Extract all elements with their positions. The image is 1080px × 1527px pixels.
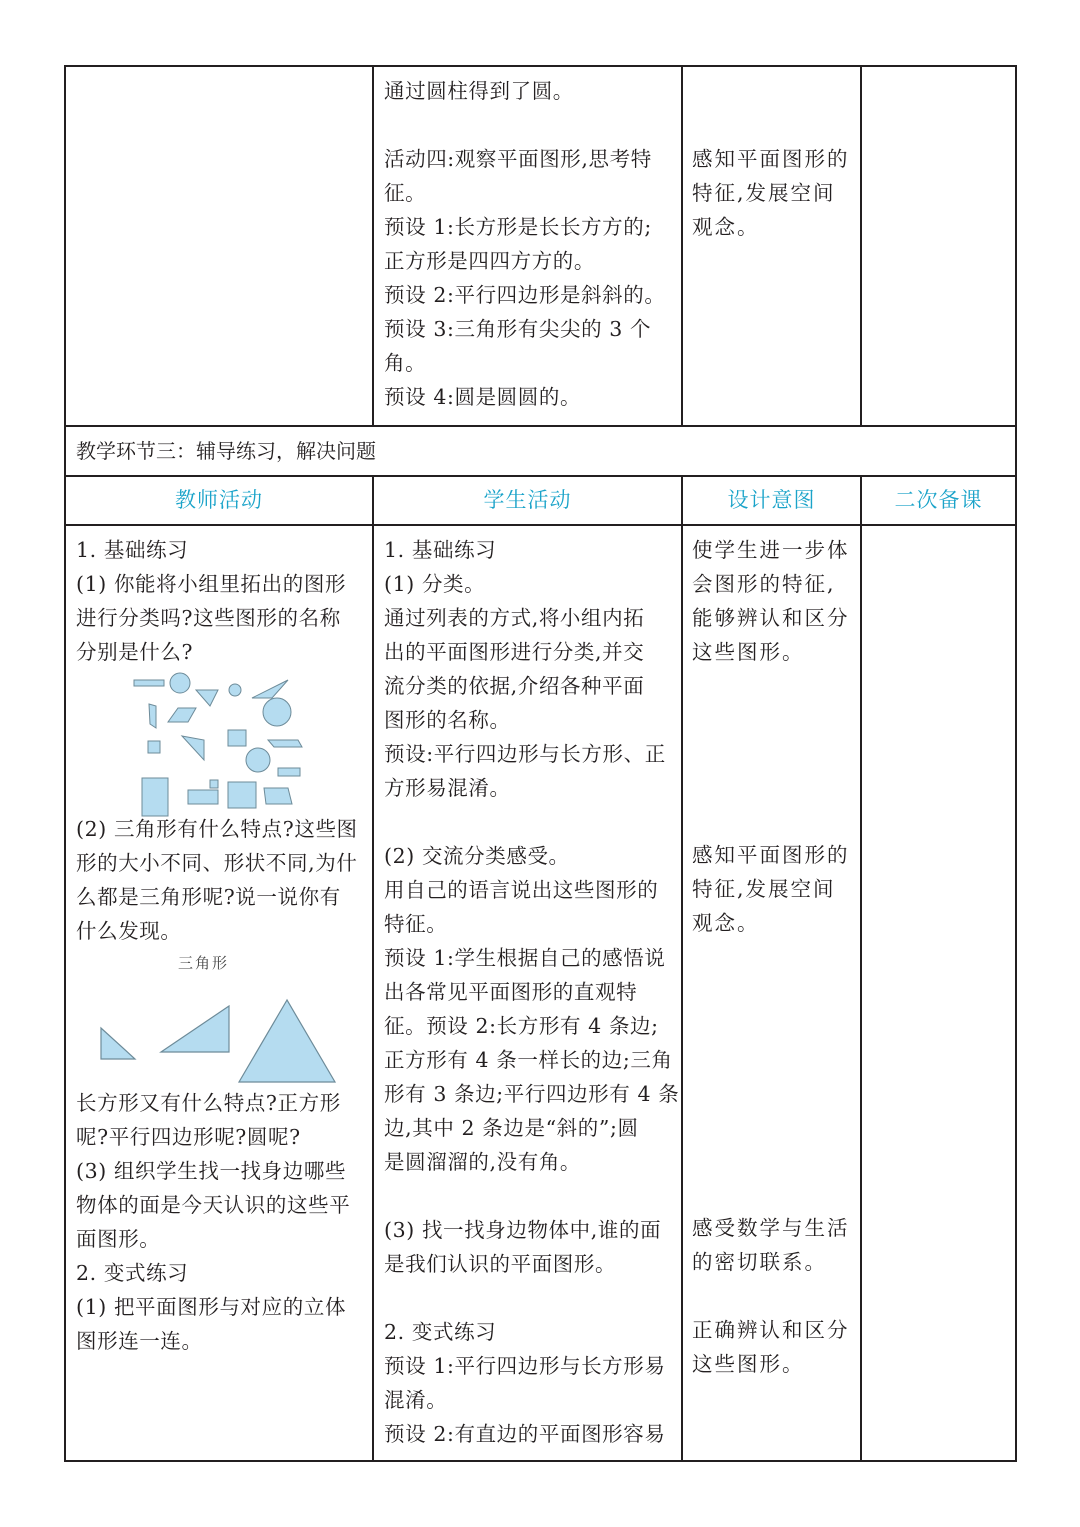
- text-line: 使学生进一步体: [692, 538, 850, 562]
- teacher-part-2: [76, 812, 358, 948]
- design-intent-2: [692, 838, 850, 940]
- text-line: 预设 4:圆是圆圆的。: [384, 385, 582, 409]
- text-line: (1) 把平面图形与对应的立体: [76, 1295, 347, 1319]
- text-line: 正确辨认和区分: [692, 1318, 850, 1342]
- teacher-part-1: [76, 533, 346, 669]
- table-border-header-bottom: [64, 524, 1017, 526]
- header-student-activity: 学生活动: [483, 488, 572, 512]
- text-line: 流分类的依据,介绍各种平面: [384, 674, 645, 698]
- text-line: (3) 找一找身边物体中,谁的面: [384, 1218, 662, 1242]
- teacher-part-3: [76, 1086, 350, 1358]
- text-line: 能够辨认和区分: [692, 606, 850, 630]
- text-line: 这些图形。: [692, 1352, 805, 1376]
- text-line: 征。: [384, 181, 427, 205]
- text-line: 图形连一连。: [76, 1329, 203, 1353]
- text-line: 1. 基础练习: [76, 538, 189, 562]
- top-design-cell: [692, 142, 850, 244]
- text-line: 预设 1:学生根据自己的感悟说: [384, 946, 666, 970]
- text-line: 图形的名称。: [384, 708, 511, 732]
- column-divider-2: [681, 65, 683, 426]
- text-line: 活动四:观察平面图形,思考特: [384, 147, 652, 171]
- text-line: 形的大小不同、形状不同,为什: [76, 851, 358, 875]
- section-title: 教学环节三：辅导练习，解决问题: [76, 439, 376, 463]
- text-line: 预设 2:有直边的平面图形容易: [384, 1422, 666, 1446]
- text-line: 物体的面是今天认识的这些平: [76, 1193, 351, 1217]
- table-border-left: [64, 65, 66, 1462]
- text-line: 预设 1:平行四边形与长方形易: [384, 1354, 666, 1378]
- top-student-cell: [384, 74, 665, 414]
- student-activity-cell: [384, 533, 679, 1451]
- text-line: 特征,发展空间: [692, 181, 836, 205]
- text-line: 出的平面图形进行分类,并交: [384, 640, 645, 664]
- text-line: 么都是三角形呢?说一说你有: [76, 885, 341, 909]
- text-line: 形有 3 条边;平行四边形有 4 条: [384, 1082, 680, 1106]
- text-line: 通过列表的方式,将小组内拓: [384, 606, 645, 630]
- text-line: (3) 组织学生找一找身边哪些: [76, 1159, 347, 1183]
- text-line: 边,其中 2 条边是“斜的”;圆: [384, 1116, 639, 1140]
- text-line: 征。预设 2:长方形有 4 条边;: [384, 1014, 659, 1038]
- header-design-intent: 设计意图: [727, 488, 816, 512]
- text-line: 混淆。: [384, 1388, 448, 1412]
- column-divider-1-lower: [372, 475, 374, 1462]
- text-line: (2) 三角形有什么特点?这些图: [76, 817, 358, 841]
- column-divider-2-lower: [681, 475, 683, 1462]
- text-line: 观念。: [692, 215, 760, 239]
- text-line: 预设 3:三角形有尖尖的 3 个: [384, 317, 652, 341]
- text-line: 预设 2:平行四边形是斜斜的。: [384, 283, 666, 307]
- text-line: 2. 变式练习: [384, 1320, 497, 1344]
- text-line: 预设:平行四边形与长方形、正: [384, 742, 666, 766]
- table-border-right: [1015, 65, 1017, 1462]
- text-line: 预设 1:长方形是长长方方的;: [384, 215, 652, 239]
- header-second-prep: 二次备课: [894, 488, 983, 512]
- text-line: 进行分类吗?这些图形的名称: [76, 606, 341, 630]
- text-line: 面图形。: [76, 1227, 161, 1251]
- text-line: 通过圆柱得到了圆。: [384, 79, 574, 103]
- text-line: 长方形又有什么特点?正方形: [76, 1091, 341, 1115]
- text-line: 会图形的特征,: [692, 572, 836, 596]
- text-line: 感知平面图形的: [692, 147, 850, 171]
- column-divider-1: [372, 65, 374, 426]
- text-line: 什么发现。: [76, 919, 182, 943]
- text-line: 2. 变式练习: [76, 1261, 189, 1285]
- text-line: 感知平面图形的: [692, 843, 850, 867]
- text-line: 是圆溜溜的,没有角。: [384, 1150, 582, 1174]
- design-intent-1: [692, 533, 850, 669]
- text-line: 特征,发展空间: [692, 877, 836, 901]
- text-line: 正方形是四四方方的。: [384, 249, 595, 273]
- text-line: 分别是什么?: [76, 640, 194, 664]
- column-divider-3-lower: [860, 475, 862, 1462]
- header-teacher-activity: 教师活动: [175, 488, 263, 512]
- text-line: 感受数学与生活: [692, 1216, 850, 1240]
- scattered-shapes-figure: [130, 668, 320, 818]
- text-line: 用自己的语言说出这些图形的: [384, 878, 659, 902]
- text-line: 方形易混淆。: [384, 776, 511, 800]
- triangle-figure-label: 三角形: [178, 954, 230, 972]
- text-line: (1) 你能将小组里拓出的图形: [76, 572, 347, 596]
- text-line: 观念。: [692, 911, 760, 935]
- text-line: 呢?平行四边形呢?圆呢?: [76, 1125, 301, 1149]
- triangles-figure: [95, 996, 345, 1086]
- column-divider-3: [860, 65, 862, 426]
- design-intent-3: [692, 1211, 850, 1279]
- text-line: (1) 分类。: [384, 572, 486, 596]
- text-line: 出各常见平面图形的直观特: [384, 980, 638, 1004]
- text-line: (2) 交流分类感受。: [384, 844, 570, 868]
- text-line: 角。: [384, 351, 427, 375]
- design-intent-4: [692, 1313, 850, 1381]
- text-line: 1. 基础练习: [384, 538, 497, 562]
- table-border-top: [64, 65, 1017, 67]
- text-line: 正方形有 4 条一样长的边;三角: [384, 1048, 673, 1072]
- text-line: 特征。: [384, 912, 448, 936]
- table-border-bottom: [64, 1460, 1017, 1462]
- table-border-section-top: [64, 425, 1017, 427]
- text-line: 这些图形。: [692, 640, 805, 664]
- text-line: 的密切联系。: [692, 1250, 827, 1274]
- text-line: 是我们认识的平面图形。: [384, 1252, 617, 1276]
- table-border-section-bottom: [64, 475, 1017, 477]
